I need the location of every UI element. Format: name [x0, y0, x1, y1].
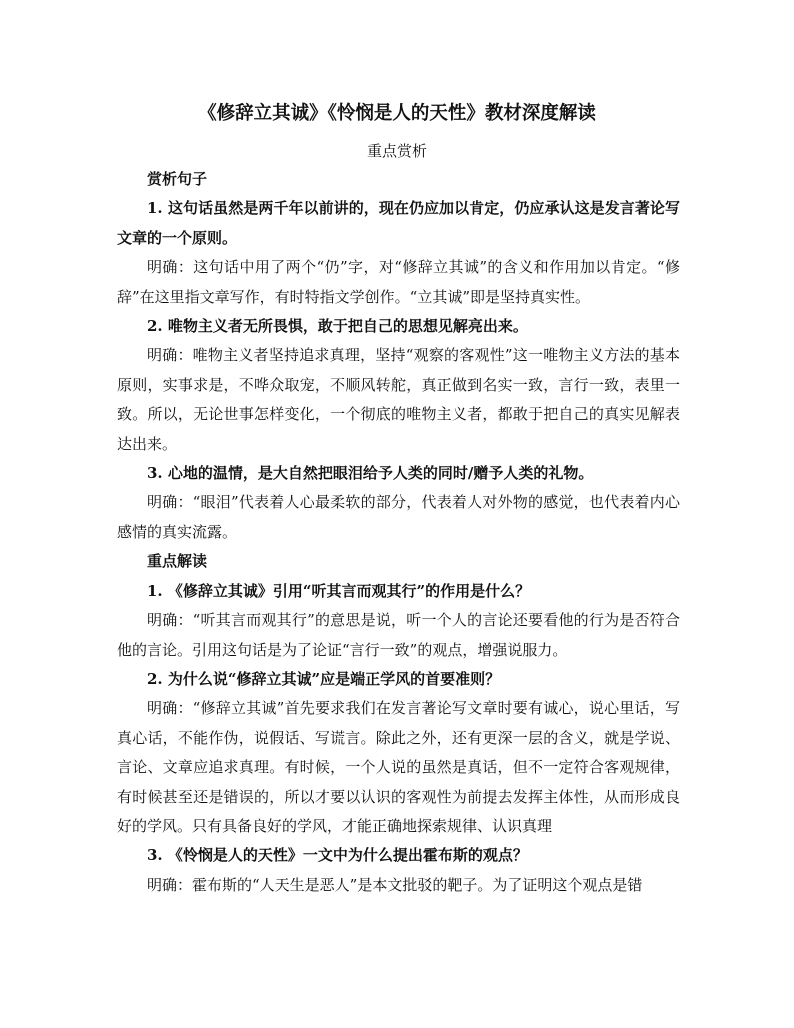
document-title: 《修辞立其诚》《怜悯是人的天性》教材深度解读 — [198, 103, 596, 124]
answer-paragraph-5: 明确：“修辞立其诚”首先要求我们在发言著论写文章时要有诚心，说心里话，写真心话，不能作伪，说假话、写谎言。除此之外，还有更深一层的含义，就是学说、言论、文章应追求真理。有时候，一个人说的虽然是真话，但不一定符合客观规律，有时候甚至还是错误的，所以才要以认识的客观性为前提去发挥主体性，从而形成良好的学风。只有具备良好的学风，才能正确地探索规律、认识真理 — [117, 699, 680, 835]
section-heading-appreciation: 赏析句子 — [147, 170, 208, 188]
answer-paragraph-2: 明确：唯物主义者坚持追求真理，坚持“观察的客观性”这一唯物主义方法的基本原则，实事求是，不哗众取宠，不顺风转舵，真正做到名实一致，言行一致，表里一致。所以，无论世事怎样变化，一个彻底的唯物主义者，都敢于把自己的真实见解表达出来。 — [117, 346, 680, 453]
question-item-2: 2. 为什么说“修辞立其诚”应是端正学风的首要准则？ — [147, 669, 501, 688]
answer-paragraph-3: 明确：“眼泪”代表着人心最柔软的部分，代表着人对外物的感觉，也代表着内心感情的真实流露。 — [117, 493, 680, 541]
document-body — [117, 165, 680, 900]
question-item-1: 1. 《修辞立其诚》引用“听其言而观其行”的作用是什么？ — [147, 581, 531, 600]
document-subtitle: 重点赏析 — [366, 142, 427, 160]
section-heading-key-reading: 重点解读 — [147, 552, 208, 571]
answer-paragraph-6: 明确：霍布斯的“人天生是恶人”是本文批驳的靶子。为了证明这个观点是错 — [147, 875, 643, 894]
sentence-item-2: 2. 唯物主义者无所畏惧，敢于把自己的思想见解亮出来。 — [147, 317, 528, 336]
sentence-item-3: 3. 心地的温情，是大自然把眼泪给予人类的同时/赠予人类的礼物。 — [147, 464, 594, 483]
sentence-item-1: 1. 这句话虽然是两千年以前讲的，现在仍应加以肯定，仍应承认这是发言著论写文章的一个原则。 — [117, 199, 680, 247]
answer-paragraph-4: 明确：“听其言而观其行”的意思是说，听一个人的言论还要看他的行为是否符合他的言论。引用这句话是为了论证“言行一致”的观点，增强说服力。 — [117, 611, 680, 659]
question-item-3: 3. 《怜悯是人的天性》一文中为什么提出霍布斯的观点？ — [147, 846, 528, 865]
answer-paragraph-1: 明确：这句话中用了两个“仍”字，对“修辞立其诚”的含义和作用加以肯定。“修辞”在这里指文章写作，有时特指文学创作。“立其诚”即是坚持真实性。 — [117, 258, 680, 306]
